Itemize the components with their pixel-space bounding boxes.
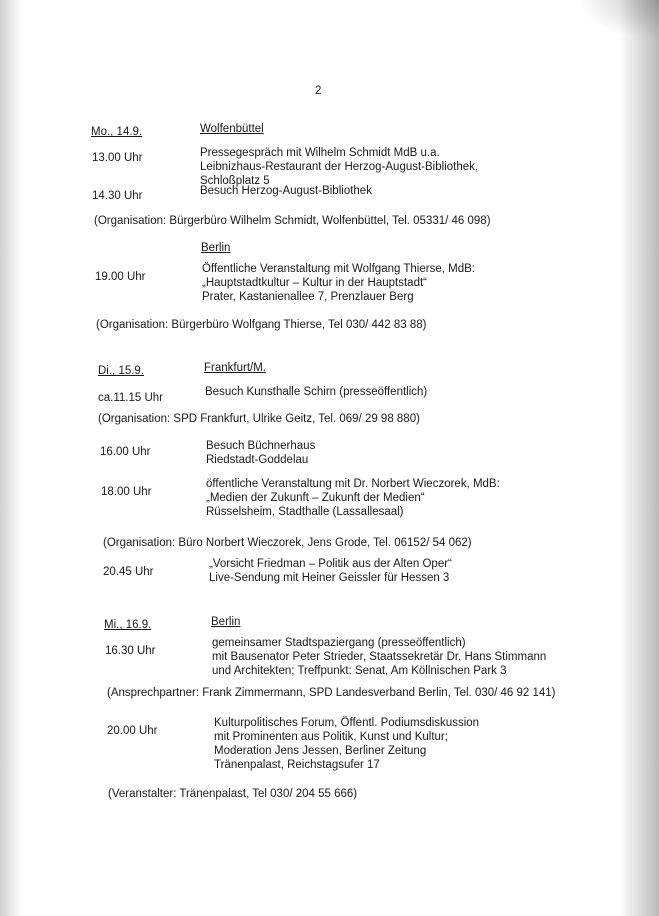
- entry-line: Besuch Kunsthalle Schirn (presseöffentlich): [205, 386, 428, 398]
- entry-time: 20.45 Uhr: [103, 566, 154, 578]
- entry-line: öffentliche Veranstaltung mit Dr. Norbert Wieczorek, MdB:: [206, 478, 500, 490]
- entry-line: und Architekten; Treffpunkt: Senat, Am Köllnischen Park 3: [212, 665, 507, 677]
- scan-shadow-left: [0, 0, 22, 916]
- organisation-note: (Organisation: Bürgerbüro Wolfgang Thierse, Tel 030/ 442 83 88): [96, 319, 427, 331]
- entry-line: Leibnizhaus-Restaurant der Herzog-August-Bibliothek,: [200, 161, 479, 173]
- day-heading: Di., 15.9.: [98, 365, 145, 377]
- entry-time: 18.00 Uhr: [101, 486, 152, 498]
- entry-line: „Vorsicht Friedman – Politik aus der Alten Oper“: [209, 558, 452, 570]
- entry-line: Rüsselsheim, Stadthalle (Lassallesaal): [206, 506, 404, 518]
- entry-line: Besuch Herzog-August-Bibliothek: [200, 185, 372, 197]
- scan-shadow-corner: [579, 0, 659, 40]
- entry-time: 16.30 Uhr: [105, 645, 156, 657]
- page-number: 2: [315, 85, 322, 97]
- entry-time: ca.11.15 Uhr: [98, 392, 163, 404]
- day-heading: Mo., 14.9.: [91, 126, 143, 138]
- entry-line: Prater, Kastanienallee 7, Prenzlauer Berg: [202, 291, 414, 303]
- entry-line: Riedstadt-Goddelau: [206, 454, 309, 466]
- city-heading: Frankfurt/M.: [204, 362, 266, 374]
- entry-line: Öffentliche Veranstaltung mit Wolfgang Thierse, MdB:: [202, 263, 475, 275]
- entry-time: 16.00 Uhr: [100, 446, 151, 458]
- entry-line: Kulturpolitisches Forum, Öffentl. Podiumsdiskussion: [214, 717, 480, 729]
- entry-line: Tränenpalast, Reichstagsufer 17: [214, 759, 380, 771]
- entry-line: Moderation Jens Jessen, Berliner Zeitung: [214, 745, 427, 757]
- entry-time: 20.00 Uhr: [107, 725, 158, 737]
- organisation-note: (Veranstalter: Tränenpalast, Tel 030/ 204 55 666): [108, 788, 358, 800]
- entry-time: 14.30 Uhr: [92, 190, 143, 202]
- organisation-note: (Organisation: Büro Norbert Wieczorek, Jens Grode, Tel. 06152/ 54 062): [103, 537, 472, 549]
- entry-line: gemeinsamer Stadtspaziergang (presseöffentlich): [212, 637, 466, 649]
- city-heading: Berlin: [211, 616, 241, 628]
- entry-time: 19.00 Uhr: [95, 271, 146, 283]
- organisation-note: (Organisation: Bürgerbüro Wilhelm Schmidt, Wolfenbüttel, Tel. 05331/ 46 098): [94, 215, 491, 227]
- city-heading: Berlin: [201, 242, 231, 254]
- entry-line: Besuch Büchnerhaus: [206, 440, 316, 452]
- entry-line: mit Bausenator Peter Strieder, Staatssekretär Dr. Hans Stimmann: [212, 651, 547, 663]
- entry-line: mit Prominenten aus Politik, Kunst und Kultur;: [214, 731, 448, 743]
- entry-line: „Hauptstadtkultur – Kultur in der Hauptstadt“: [202, 277, 428, 289]
- organisation-note: (Organisation: SPD Frankfurt, Ulrike Geitz, Tel. 069/ 29 98 880): [98, 413, 420, 425]
- city-heading: Wolfenbüttel: [200, 123, 264, 135]
- entry-line: „Medien der Zukunft – Zukunft der Medien“: [206, 492, 425, 504]
- entry-line: Pressegespräch mit Wilhelm Schmidt MdB u.a.: [200, 147, 440, 159]
- entry-time: 13.00 Uhr: [92, 152, 143, 164]
- scan-shadow-right: [619, 0, 659, 916]
- entry-line: Schloßplatz 5: [200, 175, 270, 187]
- day-heading: Mi., 16.9.: [104, 619, 152, 631]
- entry-line: Live-Sendung mit Heiner Geissler für Hessen 3: [209, 572, 450, 584]
- organisation-note: (Ansprechpartner: Frank Zimmermann, SPD Landesverband Berlin, Tel. 030/ 46 92 141): [107, 687, 556, 699]
